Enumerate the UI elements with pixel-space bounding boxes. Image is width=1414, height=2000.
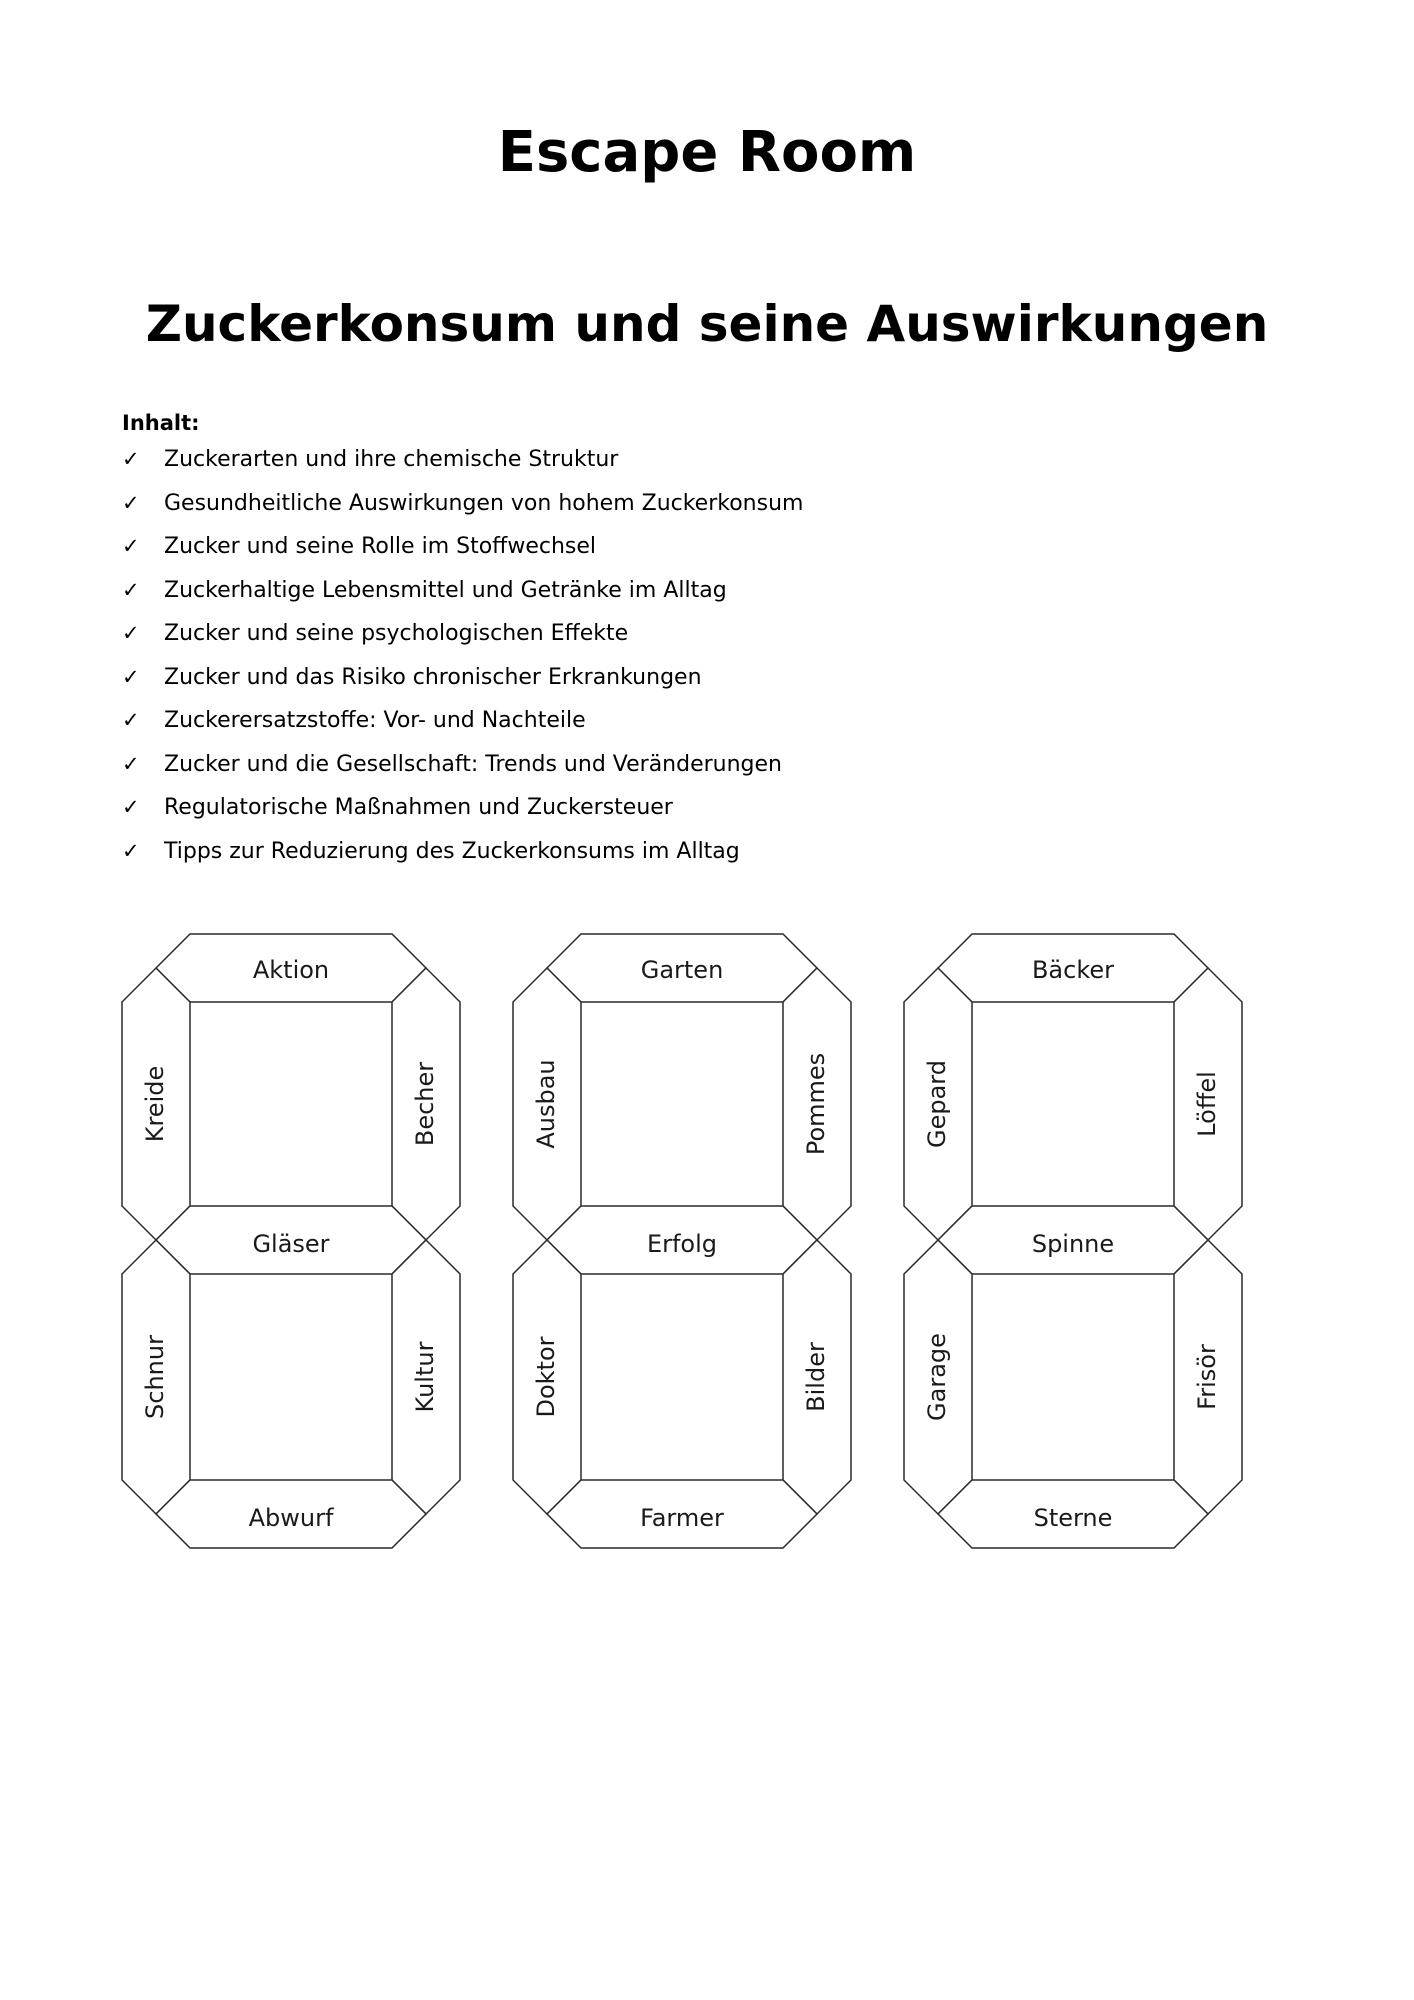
segment-word: Kultur bbox=[411, 1341, 439, 1413]
segment-word: Doktor bbox=[532, 1336, 560, 1418]
list-item-text: Zucker und die Gesellschaft: Trends und Veränderungen bbox=[164, 751, 782, 777]
checkmark-icon: ✓ bbox=[122, 577, 140, 602]
list-item-text: Regulatorische Maßnahmen und Zuckersteuer bbox=[164, 795, 673, 820]
contents-heading: Inhalt: bbox=[122, 411, 200, 435]
segment-word: Spinne bbox=[1031, 1230, 1115, 1258]
list-item-text: Tipps zur Reduzierung des Zuckerkonsums im Alltag bbox=[164, 838, 740, 864]
checkmark-icon: ✓ bbox=[122, 751, 140, 776]
segment-digit bbox=[122, 934, 460, 1548]
segment-word: Aktion bbox=[252, 956, 330, 984]
checkmark-icon: ✓ bbox=[122, 708, 140, 732]
checkmark-icon: ✓ bbox=[122, 621, 140, 645]
page-subtitle: Zuckerkonsum und seine Auswirkungen bbox=[145, 295, 1269, 353]
segment-word: Bilder bbox=[802, 1342, 830, 1412]
checkmark-icon: ✓ bbox=[122, 838, 140, 863]
segment-word: Pommes bbox=[802, 1052, 830, 1156]
segment-word: Farmer bbox=[640, 1504, 724, 1532]
list-item-text: Zucker und seine Rolle im Stoffwechsel bbox=[164, 534, 596, 559]
segment-word: Schnur bbox=[141, 1335, 169, 1419]
page-title: Escape Room bbox=[497, 120, 917, 185]
checkmark-icon: ✓ bbox=[122, 795, 140, 819]
list-item-text: Zuckerarten und ihre chemische Struktur bbox=[164, 447, 619, 472]
checkmark-icon: ✓ bbox=[122, 447, 140, 471]
segment-word: Erfolg bbox=[646, 1230, 718, 1258]
checkmark-icon: ✓ bbox=[122, 664, 140, 689]
segment-word: Gläser bbox=[252, 1230, 330, 1258]
checkmark-icon: ✓ bbox=[122, 490, 140, 515]
segment-digit bbox=[513, 934, 851, 1548]
list-item-text: Zuckerersatzstoffe: Vor- und Nachteile bbox=[164, 708, 586, 733]
segment-word: Gepard bbox=[923, 1060, 951, 1148]
segment-word: Garage bbox=[923, 1333, 951, 1421]
checkmark-icon: ✓ bbox=[122, 534, 140, 558]
list-item-text: Zucker und das Risiko chronischer Erkrankungen bbox=[164, 664, 702, 690]
segment-word: Garten bbox=[640, 956, 724, 984]
segment-word: Ausbau bbox=[532, 1059, 560, 1149]
segment-digit bbox=[904, 934, 1242, 1548]
segment-word: Abwurf bbox=[248, 1504, 334, 1532]
list-item-text: Zucker und seine psychologischen Effekte bbox=[164, 621, 629, 646]
segment-word: Löffel bbox=[1193, 1071, 1221, 1137]
list-item-text: Gesundheitliche Auswirkungen von hohem Zuckerkonsum bbox=[164, 490, 804, 516]
list-item-text: Zuckerhaltige Lebensmittel und Getränke im Alltag bbox=[164, 577, 727, 603]
segment-word: Frisör bbox=[1193, 1344, 1221, 1410]
segment-word: Kreide bbox=[141, 1065, 169, 1143]
segment-word: Sterne bbox=[1033, 1504, 1113, 1532]
segment-word: Bäcker bbox=[1031, 956, 1115, 984]
segment-word: Becher bbox=[411, 1061, 439, 1147]
